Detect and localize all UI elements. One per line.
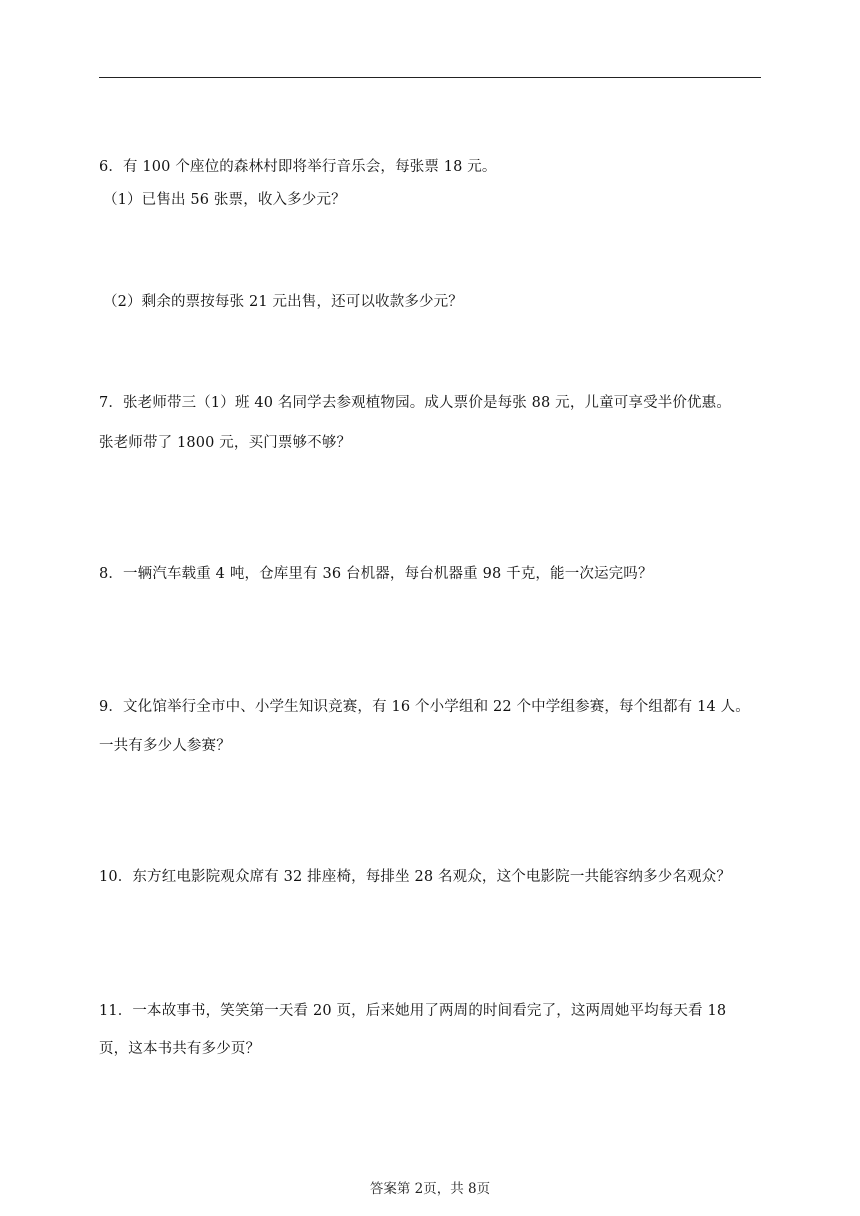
question-11-line-1: 11．一本故事书，笑笑第一天看 20 页，后来她用了两周的时间看完了，这两周她平均每天看 18 [99,1003,727,1019]
question-6-part-1: （1）已售出 56 张票，收入多少元？ [103,192,346,208]
question-9-line-2: 一共有多少人参赛？ [99,738,231,754]
question-6-stem: 6．有 100 个座位的森林村即将举行音乐会，每张票 18 元。 [99,159,497,175]
question-8-line-1: 8．一辆汽车载重 4 吨，仓库里有 36 台机器，每台机器重 98 千克，能一次运完吗？ [99,566,653,582]
question-7-line-1: 7．张老师带三（1）班 40 名同学去参观植物园。成人票价是每张 88 元，儿童可享受半价优惠。 [99,395,731,411]
header-rule [99,77,761,78]
question-11-line-2: 页，这本书共有多少页？ [99,1041,261,1057]
question-10-line-1: 10．东方红电影院观众席有 32 排座椅，每排坐 28 名观众，这个电影院一共能容纳多少名观众？ [99,869,731,885]
question-6-part-2: （2）剩余的票按每张 21 元出售，还可以收款多少元？ [103,294,463,310]
page-footer: 答案第 2页，共 8页 [369,1181,491,1197]
question-7-line-2: 张老师带了 1800 元，买门票够不够？ [99,435,352,451]
question-9-line-1: 9．文化馆举行全市中、小学生知识竞赛，有 16 个小学组和 22 个中学组参赛，每个组都有 14 人。 [99,699,750,715]
